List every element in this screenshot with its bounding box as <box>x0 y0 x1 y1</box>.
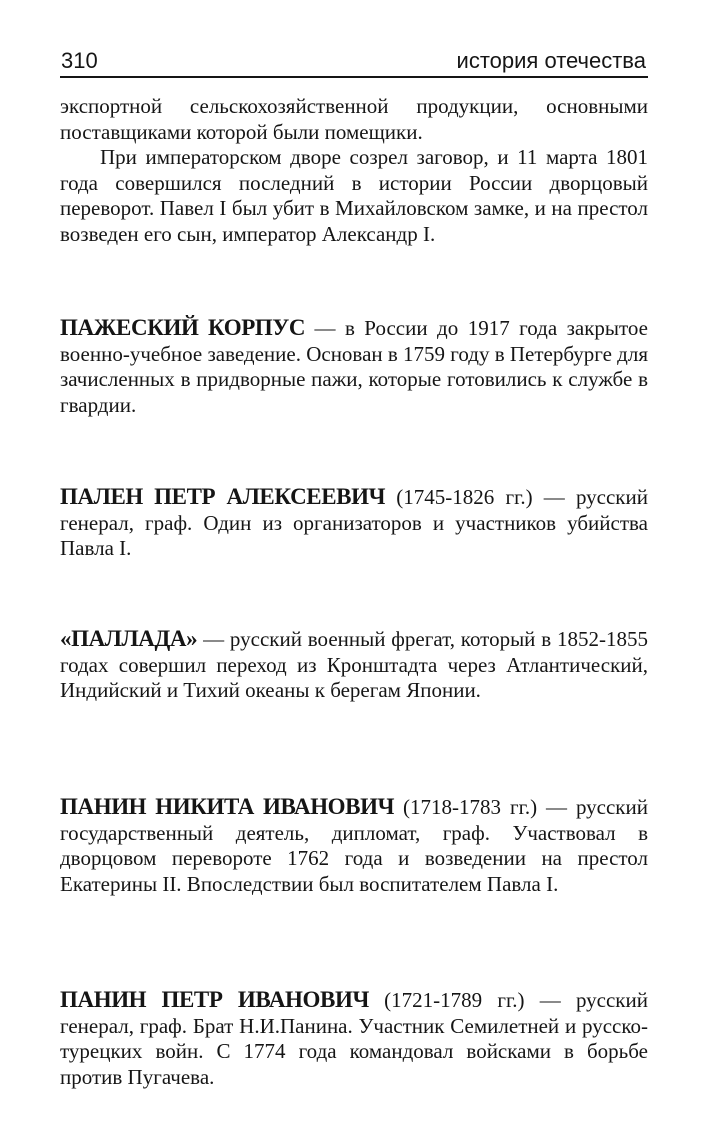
entry-palen <box>60 484 648 562</box>
entry-text: — русский военный фрегат, который в 1852-1855 годах совершил переход из Кронштадта через Атлантический, Индийский и Тихий океаны к берегам Японии. <box>60 627 648 702</box>
entry-term: ПАНИН ПЕТР ИВАНОВИЧ <box>60 987 369 1012</box>
entry-term: ПАНИН НИКИТА ИВАНОВИЧ <box>60 794 395 819</box>
page-number: 310 <box>61 48 98 73</box>
intro-paragraph-1: экспортной сельскохозяйственной продукции, основными поставщиками которой были помещики. <box>60 94 648 144</box>
entry-term: ПАЛЕН ПЕТР АЛЕКСЕЕВИЧ <box>60 484 386 509</box>
entry-text: (1721-1789 гг.) — русский генерал, граф. Брат Н.И.Панина. Участник Семилетней и русско-турецких войн. С 1774 года командовал войсками в борьбе против Пугачева. <box>60 988 648 1089</box>
entry-text: (1745-1826 гг.) — русский генерал, граф. Один из организаторов и участников убийства Павла I. <box>60 485 648 560</box>
entry-pallada <box>60 626 648 704</box>
entry-panin-nikita <box>60 794 648 897</box>
entry-text: — в России до 1917 года закрытое военно-учебное заведение. Основан в 1759 году в Петербурге для зачисленных в придворные пажи, которые готовились к службе в гвардии. <box>60 316 648 417</box>
entry-pazheskiy-korpus <box>60 315 648 418</box>
page-header <box>60 46 648 78</box>
running-title: история отечества <box>456 48 646 73</box>
entry-term: ПАЖЕСКИЙ КОРПУС <box>60 315 306 340</box>
intro-continuation <box>60 94 648 247</box>
entry-text: (1718-1783 гг.) — русский государственный деятель, дипломат, граф. Участвовал в дворцовом перевороте 1762 года и возведении на престол Екатерины II. Впоследствии был воспитателем Павла I. <box>60 795 648 896</box>
entry-panin-petr <box>60 987 648 1090</box>
intro-paragraph-2: При императорском дворе созрел заговор, и 11 марта 1801 года совершился последний в истории России дворцовый переворот. Павел I был убит в Михайловском замке, и на престол возведен его сын, император Александр I. <box>60 145 648 246</box>
entry-term: «ПАЛЛАДА» <box>60 626 198 651</box>
